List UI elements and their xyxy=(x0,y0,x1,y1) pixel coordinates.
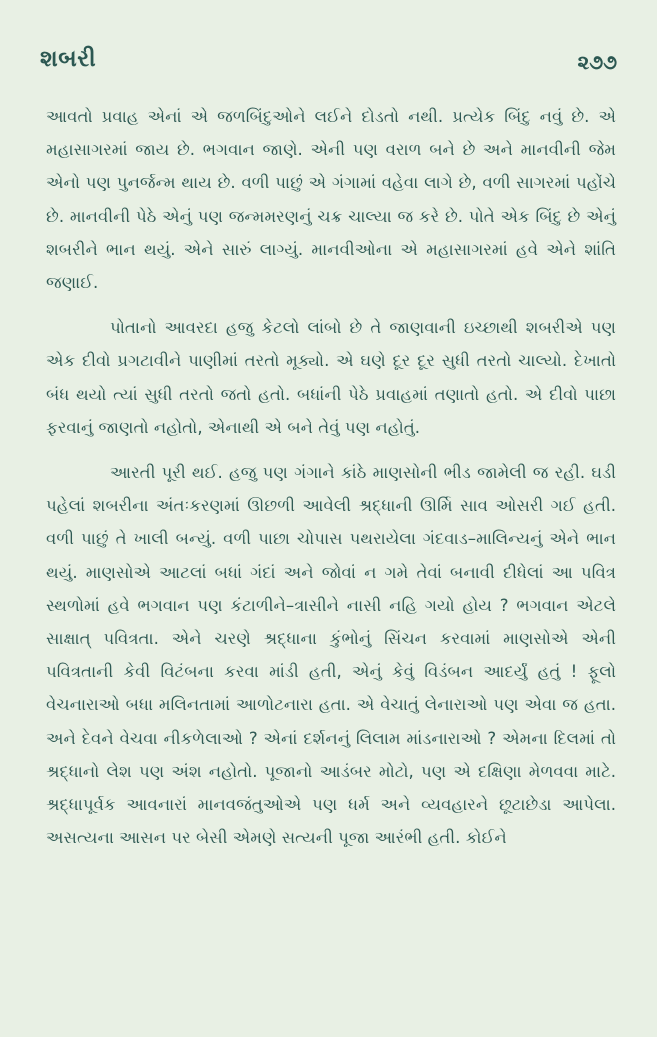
paragraph-1: આવતો પ્રવાહ એનાં એ જળબિંદુઓને લઈને દોડતો નથી. પ્રત્યેક બિંદુ નવું છે. એ મહાસાગરમાં જાય છે. ભગવાન જાણે. એની પણ વરાળ બને છે અને માનવીની જેમ એનો પણ પુનર્જન્મ થાય છે. વળી પાછું એ ગંગામાં વહેવા લાગે છે, વળી સાગરમાં પહોંચે છે. માનવીની પેઠે એનું પણ જન્મમરણનું ચક્ર ચાલ્યા જ કરે છે. પોતે એક બિંદુ છે એનું શબરીને ભાન થયું. એને સારું લાગ્યું. માનવીઓના એ મહાસાગરમાં હવે એને શાંતિ જણાઈ. xyxy=(46,107,616,293)
page-number: ૨૭૭ xyxy=(577,50,617,74)
body-text xyxy=(46,100,616,854)
paragraph-2: પોતાનો આવરદા હજુ કેટલો લાંબો છે તે જાણવાની ઇચ્છાથી શબરીએ પણ એક દીવો પ્રગટાવીને પાણીમાં તરતો મૂક્યો. એ ઘણે દૂર દૂર સુધી તરતો ચાલ્યો. દેખાતો બંધ થયો ત્યાં સુધી તરતો જતો હતો. બધાંની પેઠે પ્રવાહમાં તણાતો હતો. એ દીવો પાછા ફરવાનું જાણતો નહોતો, એનાથી એ બને તેવું પણ નહોતું. xyxy=(46,318,616,437)
running-head-title: શબરી xyxy=(40,46,97,72)
paragraph-3: આરતી પૂરી થઈ. હજુ પણ ગંગાને કાંઠે માણસોની ભીડ જામેલી જ રહી. ઘડી પહેલાં શબરીના અંતઃકરણમાં ઊછળી આવેલી શ્રદ્ધાની ઊર્મિ સાવ ઓસરી ગઈ હતી. વળી પાછું તે ખાલી બન્યું. વળી પાછા ચોપાસ પથરાયેલા ગંદવાડ–માલિન્યનું એને ભાન થયું. માણસોએ આટલાં બધાં ગંદાં અને જોવાં ન ગમે તેવાં બનાવી દીધેલાં આ પવિત્ર સ્થળોમાં હવે ભગવાન પણ કંટાળીને–ત્રાસીને નાસી નહિ ગયો હોય ? ભગવાન એટલે સાક્ષાત્ પવિત્રતા. એને ચરણે શ્રદ્ધાના કુંભોનું સિંચન કરવામાં માણસોએ એની પવિત્રતાની કેવી વિટંબના કરવા માંડી હતી, એનું કેવું વિડંબન આદર્યું હતું ! ફૂલો વેચનારાઓ બધા મલિનતામાં આળોટનારા હતા. એ વેચાતું લેનારાઓ પણ એવા જ હતા. અને દેવને વેચવા નીકળેલાઓ ? એનાં દર્શનનું લિલામ માંડનારાઓ ? એમના દિલમાં તો શ્રદ્ધાનો લેશ પણ અંશ નહોતો. પૂજાનો આડંબર મોટો, પણ એ દક્ષિણા મેળવવા માટે. શ્રદ્ધાપૂર્વક આવનારાં માનવજંતુઓએ પણ ધર્મ અને વ્યવહારને છૂટાછેડા આપેલા. અસત્યના આસન પર બેસી એમણે સત્યની પૂજા આરંભી હતી. કોઈને xyxy=(46,463,616,848)
